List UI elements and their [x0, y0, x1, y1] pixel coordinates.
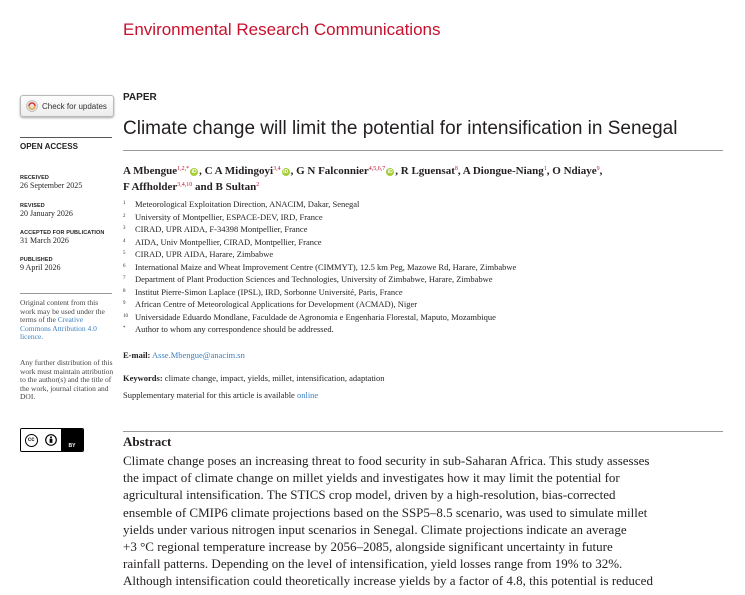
license-text-before: Original content from this work may be used under the terms of the: [20, 298, 105, 324]
revised-block: [20, 203, 73, 218]
affiliation: * Author to whom any correspondence should be addressed.: [123, 324, 334, 334]
affiliation: 7 Department of Plant Production Sciences and Technologies, University of Zimbabwe, Harare, Zimbabwe: [123, 274, 493, 284]
author[interactable]: G N Falconnier$^{4,5,6,7}$: [296, 165, 386, 177]
affiliation: 3 CIRAD, UPR AIDA, F-34398 Montpellier, France: [123, 224, 308, 234]
journal-name[interactable]: Environmental Research Communications: [123, 20, 441, 39]
affiliation: 1 Meteorological Exploitation Direction, ANACIM, Dakar, Senegal: [123, 199, 360, 209]
author[interactable]: A Mbengue$^{1,2,*}$: [123, 165, 190, 177]
cc-icon: cc: [25, 434, 38, 447]
affiliation: 9 African Centre of Meteorological Applications for Development (ACMAD), Niger: [123, 299, 418, 309]
supplementary-link[interactable]: online: [296, 390, 319, 400]
article-title: Climate change will limit the potential for intensification in Senegal: [123, 118, 678, 139]
revised-date: 20 January 2026: [20, 209, 73, 218]
received-block: [20, 175, 82, 190]
revised-label: REVISED: [20, 203, 45, 209]
affiliation: 6 International Maize and Wheat Improvement Centre (CIMMYT), 12.5 km Peg, Mazowe Rd, Harare, Zimbabwe: [123, 261, 517, 272]
abstract-line: +3 °C regional temperature increase by 2056–2085, alongside significant uncertainty in future: [123, 539, 613, 555]
abstract-heading: Abstract: [123, 434, 172, 449]
check-updates-label: Check for updates: [42, 101, 107, 111]
check-updates-icon: [26, 100, 38, 112]
affiliation: 5 CIRAD, UPR AIDA, Harare, Zimbabwe: [123, 249, 274, 259]
accepted-label: ACCEPTED FOR PUBLICATION: [20, 230, 105, 236]
author[interactable]: R Lguensat$^8$: [400, 165, 458, 177]
divider: [123, 150, 723, 151]
affiliation: 2 University of Montpellier, ESPACE-DEV, IRD, France: [123, 211, 323, 222]
keywords-line: [123, 373, 385, 383]
divider: [20, 137, 112, 138]
abstract-text: [123, 452, 718, 590]
check-for-updates-button[interactable]: [20, 95, 114, 117]
article-type: PAPER: [123, 92, 157, 103]
abstract-line: yields under various nitrogen input scenarios in Senegal. Climate projections indicate an average: [123, 521, 627, 537]
email-link[interactable]: Asse.Mbengue@anacim.sn: [152, 350, 245, 360]
received-label: RECEIVED: [20, 175, 49, 181]
author[interactable]: A Diongue-Niang$^1$: [462, 165, 547, 177]
keywords-text: climate change, impact, yields, millet, intensification, adaptation: [164, 373, 385, 383]
license-text: [20, 299, 115, 342]
email-label: E-mail:: [123, 350, 151, 360]
cc-by-badge[interactable]: [20, 428, 84, 452]
author-list: A Mbengue$^{1,2,*}$ iD , C A Midingoyi$^{3,4}$ iD , G N Falconnier$^{4,5,6,7}$ iD , R Lguensat$^8$, A Diongue-Niang$^1$, O Ndiaye$^9$, F Affholder$^{3,4,10}$ and B Sultan$^2$: [123, 165, 603, 193]
license-link[interactable]: Creative Commons Attribution 4.0 licence.: [20, 315, 97, 341]
accepted-block: [20, 230, 105, 245]
person-icon: [45, 434, 57, 446]
author[interactable]: F Affholder$^{3,4,10}$: [123, 181, 193, 193]
supplementary-text: Supplementary material for this article is available: [123, 390, 297, 400]
orcid-icon[interactable]: iD: [387, 169, 393, 175]
orcid-icon[interactable]: iD: [283, 169, 289, 175]
abstract-line: ensemble of CMIP6 climate projections based on the SSP5–8.5 scenario, was used to simulate millet: [123, 504, 648, 520]
received-date: 26 September 2025: [20, 181, 83, 190]
abstract-line: the impact of climate change on millet yields and investigates how it may limit the potential for: [123, 470, 620, 486]
email-line: [123, 350, 245, 360]
abstract-line: Climate change poses an increasing threat to food security in sub-Saharan Africa. This study assesses: [123, 453, 650, 468]
author[interactable]: O Ndiaye$^9$: [552, 165, 600, 177]
by-label: BY: [68, 443, 76, 449]
open-access-label: OPEN ACCESS: [20, 142, 78, 151]
accepted-date: 31 March 2026: [20, 236, 69, 245]
abstract-line: rainfall patterns. Depending on the level of intensification, yield losses range from 19% to 32%.: [123, 556, 623, 572]
supplementary-line: [123, 390, 318, 400]
keywords-label: Keywords:: [123, 373, 163, 383]
affiliation: 8 Institut Pierre-Simon Laplace (IPSL), IRD, Sorbonne Université, Paris, France: [123, 286, 403, 297]
affiliation: 10 Universidade Eduardo Mondlane, Faculdade de Agronomia e Engenharia Florestal, Maputo, Mozambique: [123, 311, 496, 322]
abstract-line: Although intensification could theoretically increase yields by a factor of 4.8, this potential is reduced: [123, 573, 653, 589]
divider: [123, 431, 723, 432]
divider: [20, 293, 112, 294]
author[interactable]: B Sultan$^2$: [215, 181, 260, 193]
orcid-icon[interactable]: iD: [191, 169, 197, 175]
affiliation-list: [123, 198, 723, 336]
published-date: 9 April 2026: [20, 263, 61, 272]
published-block: [20, 257, 60, 272]
license-further: Any further distribution of this work must maintain attribution to the author(s) and the title of the work, journal citation and DOI.: [20, 358, 114, 401]
author[interactable]: C A Midingoyi$^{3,4}$: [204, 165, 281, 177]
affiliation: 4 AIDA, Univ Montpellier, CIRAD, Montpellier, France: [123, 236, 322, 247]
abstract-line: agricultural intensification. The STICS crop model, driven by a high-resolution, bias-corrected: [123, 487, 616, 503]
published-label: PUBLISHED: [20, 257, 53, 263]
